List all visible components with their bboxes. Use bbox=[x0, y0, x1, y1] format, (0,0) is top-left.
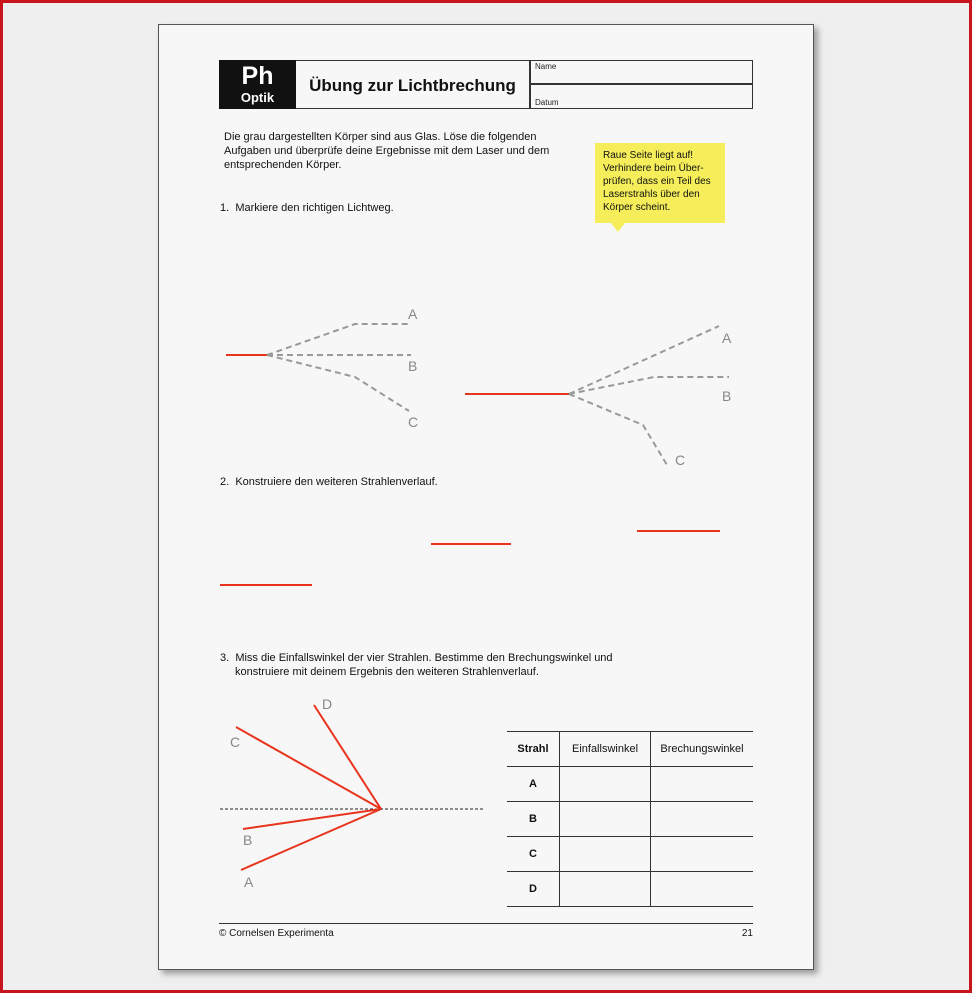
label-b-1: B bbox=[408, 358, 418, 374]
task-2-text: Konstruiere den weiteren Strahlenverlauf. bbox=[235, 476, 438, 488]
path-a-1[interactable] bbox=[267, 324, 411, 355]
ray-label-d: D bbox=[322, 696, 333, 712]
label-b-2: B bbox=[722, 388, 732, 404]
cell-einfallswinkel-a[interactable] bbox=[560, 767, 651, 802]
row-label-b: B bbox=[507, 802, 560, 837]
date-label: Datum bbox=[535, 98, 559, 107]
footer-copyright: © Cornelsen Experimenta bbox=[219, 928, 334, 939]
cell-einfallswinkel-c[interactable] bbox=[560, 837, 651, 872]
worksheet-title: Übung zur Lichtbrechung bbox=[296, 60, 530, 109]
header-strahl: Strahl bbox=[507, 732, 560, 767]
worksheet-page bbox=[158, 24, 814, 970]
subject-code: Ph bbox=[241, 62, 274, 90]
cell-brechungswinkel-b[interactable] bbox=[651, 802, 754, 837]
path-c-1[interactable] bbox=[267, 355, 409, 411]
footer-divider bbox=[219, 923, 753, 924]
table-row bbox=[507, 802, 753, 837]
intro-text: Die grau dargestellten Körper sind aus Glas. Löse die folgenden Aufgaben und überprüfe deine Ergebnisse mit dem Laser und dem entsprechenden Körper. bbox=[224, 131, 550, 171]
label-a-1: A bbox=[408, 306, 418, 322]
ray-label-b: B bbox=[243, 832, 253, 848]
task-1-text: Markiere den richtigen Lichtweg. bbox=[235, 202, 394, 214]
row-label-c: C bbox=[507, 837, 560, 872]
row-label-d: D bbox=[507, 872, 560, 907]
ray-label-c: C bbox=[230, 734, 241, 750]
hint-note: Raue Seite liegt auf! Verhindere beim Über-prüfen, dass ein Teil des Laserstrahls über den Körper scheint. bbox=[595, 143, 725, 223]
cell-brechungswinkel-c[interactable] bbox=[651, 837, 754, 872]
task-1-number: 1. bbox=[220, 202, 230, 214]
cell-einfallswinkel-b[interactable] bbox=[560, 802, 651, 837]
cell-einfallswinkel-d[interactable] bbox=[560, 872, 651, 907]
task-2-number: 2. bbox=[220, 476, 230, 488]
task-3-number: 3. bbox=[220, 652, 230, 664]
table-row bbox=[507, 872, 753, 907]
path-b-2[interactable] bbox=[569, 377, 729, 394]
cell-brechungswinkel-a[interactable] bbox=[651, 767, 754, 802]
angle-table bbox=[507, 731, 753, 907]
page-number: 21 bbox=[741, 928, 753, 939]
table-header-row bbox=[507, 732, 753, 767]
label-c-2: C bbox=[675, 452, 686, 468]
ray-label-a: A bbox=[244, 874, 254, 890]
table-row bbox=[507, 837, 753, 872]
path-c-2[interactable] bbox=[569, 394, 667, 465]
header-einfallswinkel: Einfallswinkel bbox=[560, 732, 651, 767]
table-row bbox=[507, 767, 753, 802]
row-label-a: A bbox=[507, 767, 560, 802]
path-a-2[interactable] bbox=[569, 326, 719, 394]
label-a-2: A bbox=[722, 330, 732, 346]
header-brechungswinkel: Brechungswinkel bbox=[651, 732, 754, 767]
ray-d bbox=[314, 705, 381, 809]
cell-brechungswinkel-d[interactable] bbox=[651, 872, 754, 907]
ray-c bbox=[236, 727, 381, 809]
task-3-text: Miss die Einfallswinkel der vier Strahlen. Bestimme den Brechungswinkel und konstruiere mit deinem Ergebnis den weiteren Strahlenverlauf. bbox=[235, 652, 613, 678]
subject-topic: Optik bbox=[240, 90, 275, 105]
name-label: Name bbox=[535, 62, 557, 71]
label-c-1: C bbox=[408, 414, 419, 430]
